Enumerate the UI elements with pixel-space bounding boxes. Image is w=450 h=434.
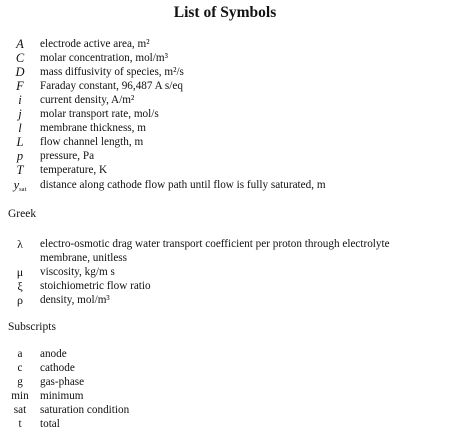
- greek-description-continuation: membrane, unitless: [40, 252, 127, 264]
- symbol-description: molar concentration, mol/m³: [40, 52, 168, 64]
- symbol-description: flow channel length, m: [40, 136, 144, 148]
- subscript-description: saturation condition: [40, 404, 130, 416]
- subscript-symbol: a: [17, 348, 23, 360]
- greek-description: stoichiometric flow ratio: [40, 280, 151, 292]
- symbol: j: [18, 107, 22, 121]
- symbol-description: electrode active area, m²: [40, 38, 150, 50]
- subscript-symbol: c: [17, 362, 23, 374]
- symbol-description: temperature, K: [40, 164, 108, 176]
- symbol: C: [15, 51, 25, 65]
- greek-symbol: λ: [17, 237, 23, 251]
- symbol: p: [16, 149, 24, 163]
- symbol-description: Faraday constant, 96,487 A s/eq: [40, 80, 183, 92]
- symbol: ysat: [13, 178, 27, 193]
- greek-symbol: μ: [16, 265, 24, 279]
- subscript-description: gas-phase: [40, 376, 85, 388]
- greek-description: density, mol/m³: [40, 294, 110, 306]
- subscript-description: total: [40, 418, 60, 430]
- greek-symbol: ξ: [17, 279, 23, 293]
- symbol-description: mass diffusivity of species, m²/s: [40, 66, 184, 78]
- subscript-symbol: t: [18, 418, 22, 430]
- symbol: L: [16, 135, 24, 149]
- subscript-symbol: min: [11, 390, 29, 402]
- symbol: T: [16, 163, 24, 177]
- symbol: i: [18, 93, 22, 107]
- section-heading-greek: Greek: [8, 208, 37, 220]
- symbol-description: pressure, Pa: [40, 150, 95, 162]
- symbol-description: molar transport rate, mol/s: [40, 108, 159, 120]
- subscript-description: anode: [40, 348, 67, 360]
- greek-symbol: ρ: [17, 293, 23, 307]
- page-title: List of Symbols: [173, 4, 277, 21]
- section-heading-subscripts: Subscripts: [8, 321, 56, 333]
- symbol: F: [16, 79, 24, 93]
- symbol-subscript: sat: [19, 186, 27, 193]
- greek-description: electro-osmotic drag water transport coefficient per proton through electrolyte: [40, 238, 390, 250]
- symbol-description: current density, A/m²: [40, 94, 135, 106]
- subscript-description: cathode: [40, 362, 75, 374]
- symbol: D: [15, 65, 25, 79]
- symbol: l: [18, 121, 22, 135]
- subscript-symbol: sat: [13, 404, 27, 416]
- symbol-description: distance along cathode flow path until flow is fully saturated, m: [40, 179, 326, 191]
- symbol-description: membrane thickness, m: [40, 122, 146, 134]
- symbol: A: [16, 37, 24, 51]
- greek-description: viscosity, kg/m s: [40, 266, 115, 278]
- subscript-description: minimum: [40, 390, 84, 402]
- subscript-symbol: g: [17, 376, 23, 388]
